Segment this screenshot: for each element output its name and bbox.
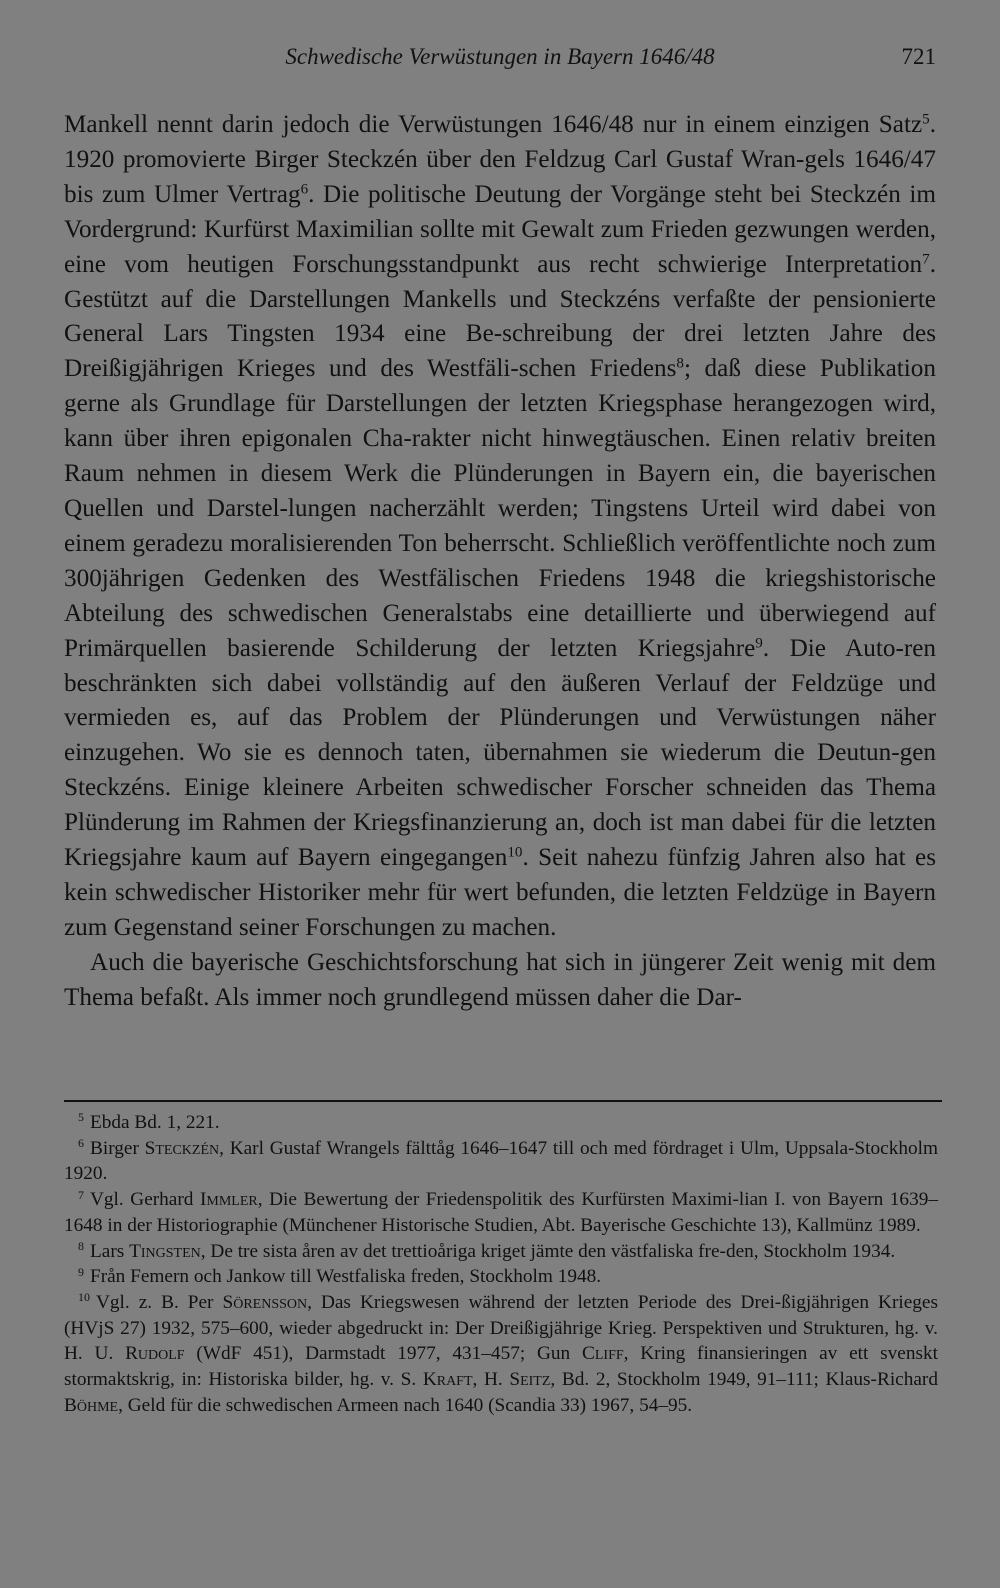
author-name: Tingsten <box>129 1240 201 1262</box>
author-name: Böhme <box>64 1394 119 1416</box>
author-name: Cliff <box>582 1343 624 1365</box>
author-name: Seitz <box>509 1369 551 1391</box>
author-name: Sörensson <box>222 1291 308 1313</box>
footnote-text: Vgl. Gerhard <box>89 1189 200 1211</box>
paragraph <box>64 108 936 946</box>
footnote-text: Från Femern och Jankow till Westfaliska freden, Stockholm 1948. <box>89 1266 602 1288</box>
running-title: Schwedische Verwüstungen in Bayern 1646/48 <box>285 44 715 69</box>
footnote-text: , De tre sista åren av det trettioåriga kriget jämte den västfaliska fre-den, Stockholm 1934. <box>200 1240 896 1262</box>
footnote-number: 7 <box>78 1187 84 1202</box>
footnote-text: , Die Bewertung der Friedenspolitik des Kurfürsten Maximi-lian I. von Bayern 1639–1648 in der Historiographie (Münchener Historische Studien, Abt. Bayerische Geschichte 13), Kallmünz 1989. <box>64 1189 938 1236</box>
footnote-text: (WdF 451), Darmstadt 1977, 431–457; Gun <box>184 1343 582 1365</box>
author-name: Steckzén <box>144 1137 220 1159</box>
footnote-number: 9 <box>78 1264 84 1279</box>
footnote-number: 6 <box>78 1136 84 1151</box>
footnote-ref-5: 5 <box>922 111 930 128</box>
footnote-text: , Kring finansieringen av ett svenskt stormaktskrig, in: Historiska bilder, hg. v. S. <box>64 1343 938 1391</box>
footnotes <box>64 1110 938 1418</box>
footnote-ref-9: 9 <box>755 635 763 652</box>
text-run: . Die Auto-ren beschränkten sich dabei vollständig auf den äußeren Verlauf der Feldzüge und vermieden es, auf das Problem der Plünderungen und Verwüstungen näher einzugehen. Wo sie es dennoch taten, übernahmen sie wiederum die Deutun-gen Steckzéns. Einige kleinere Arbeiten schwedischer Forscher schneiden das Thema Plünderung im Rahmen der Kriegsfinanzierung an, doch ist man dabei für die letzten Kriegsjahre kaum auf Bayern eingegangen <box>64 634 937 872</box>
footnote-text: , Das Kriegswesen während der letzten Periode des Drei-ßigjährigen Krieges (HVjS 27) 1932, 575–600, wieder abgedruckt in: Der Dreißigjährige Krieg. Perspektiven und Strukturen, hg. v. H. U. <box>64 1291 938 1365</box>
body-text <box>64 108 936 1016</box>
text-run: . 1920 promovierte Birger Steckzén über den Feldzug Carl Gustaf Wran-gels 1646/47 bis zum Ulmer Vertrag <box>64 111 936 208</box>
footnote-7 <box>64 1187 938 1238</box>
footnote-text: Lars <box>89 1240 130 1262</box>
footnote-9 <box>64 1264 938 1290</box>
footnote-6 <box>64 1136 938 1187</box>
footnote-10 <box>64 1290 938 1419</box>
footnote-text: Vgl. z. B. Per <box>95 1291 223 1313</box>
footnote-ref-6: 6 <box>300 181 309 198</box>
footnote-text: Birger <box>89 1137 145 1159</box>
running-header <box>64 44 936 84</box>
text-run: . Gestützt auf die Darstellungen Mankells und Steckzéns verfaßte der pensionierte General Lars Tingsten 1934 eine Be-schreibung der drei letzten Jahre des Dreißigjährigen Krieges und des Westfäli-schen Friedens <box>64 250 936 383</box>
footnote-number: 5 <box>78 1110 84 1125</box>
author-name: Kraft <box>422 1369 473 1391</box>
page-number: 721 <box>901 44 936 69</box>
footnote-text: , Karl Gustaf Wrangels fälttåg 1646–1647 till och med fördraget i Ulm, Uppsala-Stockholm 1920. <box>64 1137 938 1185</box>
text-run: . Seit nahezu fünfzig Jahren also hat es kein schwedischer Historiker mehr für wert befunden, die letzten Feldzüge in Bayern zum Gegenstand seiner Forschungen zu machen. <box>64 844 936 941</box>
footnote-text: , H. <box>472 1369 510 1391</box>
text-run: . Die politische Deutung der Vorgänge steht bei Steckzén im Vordergrund: Kurfürst Maximilian sollte mit Gewalt zum Frieden gezwungen werden, eine vom heutigen Forschungsstandpunkt aus recht schwierige Interpretation <box>64 180 936 278</box>
footnote-ref-10: 10 <box>507 844 523 861</box>
footnote-number: 10 <box>78 1290 90 1305</box>
footnote-divider <box>64 1100 942 1102</box>
footnote-text: , Bd. 2, Stockholm 1949, 91–111; Klaus-Richard <box>550 1369 938 1391</box>
footnote-ref-7: 7 <box>922 251 930 268</box>
paragraph: Auch die bayerische Geschichtsforschung hat sich in jüngerer Zeit wenig mit dem Thema befaßt. Als immer noch grundlegend müssen daher die Dar- <box>64 948 936 1011</box>
footnote-text: , Geld für die schwedischen Armeen nach 1640 (Scandia 33) 1967, 54–95. <box>118 1394 693 1416</box>
footnote-5 <box>64 1110 938 1136</box>
footnote-text: Ebda Bd. 1, 221. <box>89 1112 220 1133</box>
footnote-number: 8 <box>78 1238 84 1253</box>
text-run: ; daß diese Publikation gerne als Grundlage für Darstellungen der letzten Kriegsphase herangezogen wird, kann über ihren epigonalen Cha-rakter nicht hinwegtäuschen. Einen relativ breiten Raum nehmen in diesem Werk die Plünderungen in Bayern ein, die bayerischen Quellen und Darstel-lungen nacherzählt werden; Tingstens Urteil wird dabei von einem geradezu moralisierenden Ton beherrscht. Schließlich veröffentlichte noch zum 300jährigen Gedenken des Westfälischen Friedens 1948 die kriegshistorische Abteilung des schwedischen Generalstabs eine detaillierte und überwiegend auf Primärquellen basierende Schilderung der letzten Kriegsjahre <box>64 355 936 662</box>
text-run: Mankell nennt darin jedoch die Verwüstungen 1646/48 nur in einem einzigen Satz <box>64 111 923 138</box>
author-name: Immler <box>199 1189 258 1211</box>
author-name: Rudolf <box>125 1343 185 1365</box>
footnote-ref-8: 8 <box>676 356 684 373</box>
footnote-8 <box>64 1239 938 1265</box>
